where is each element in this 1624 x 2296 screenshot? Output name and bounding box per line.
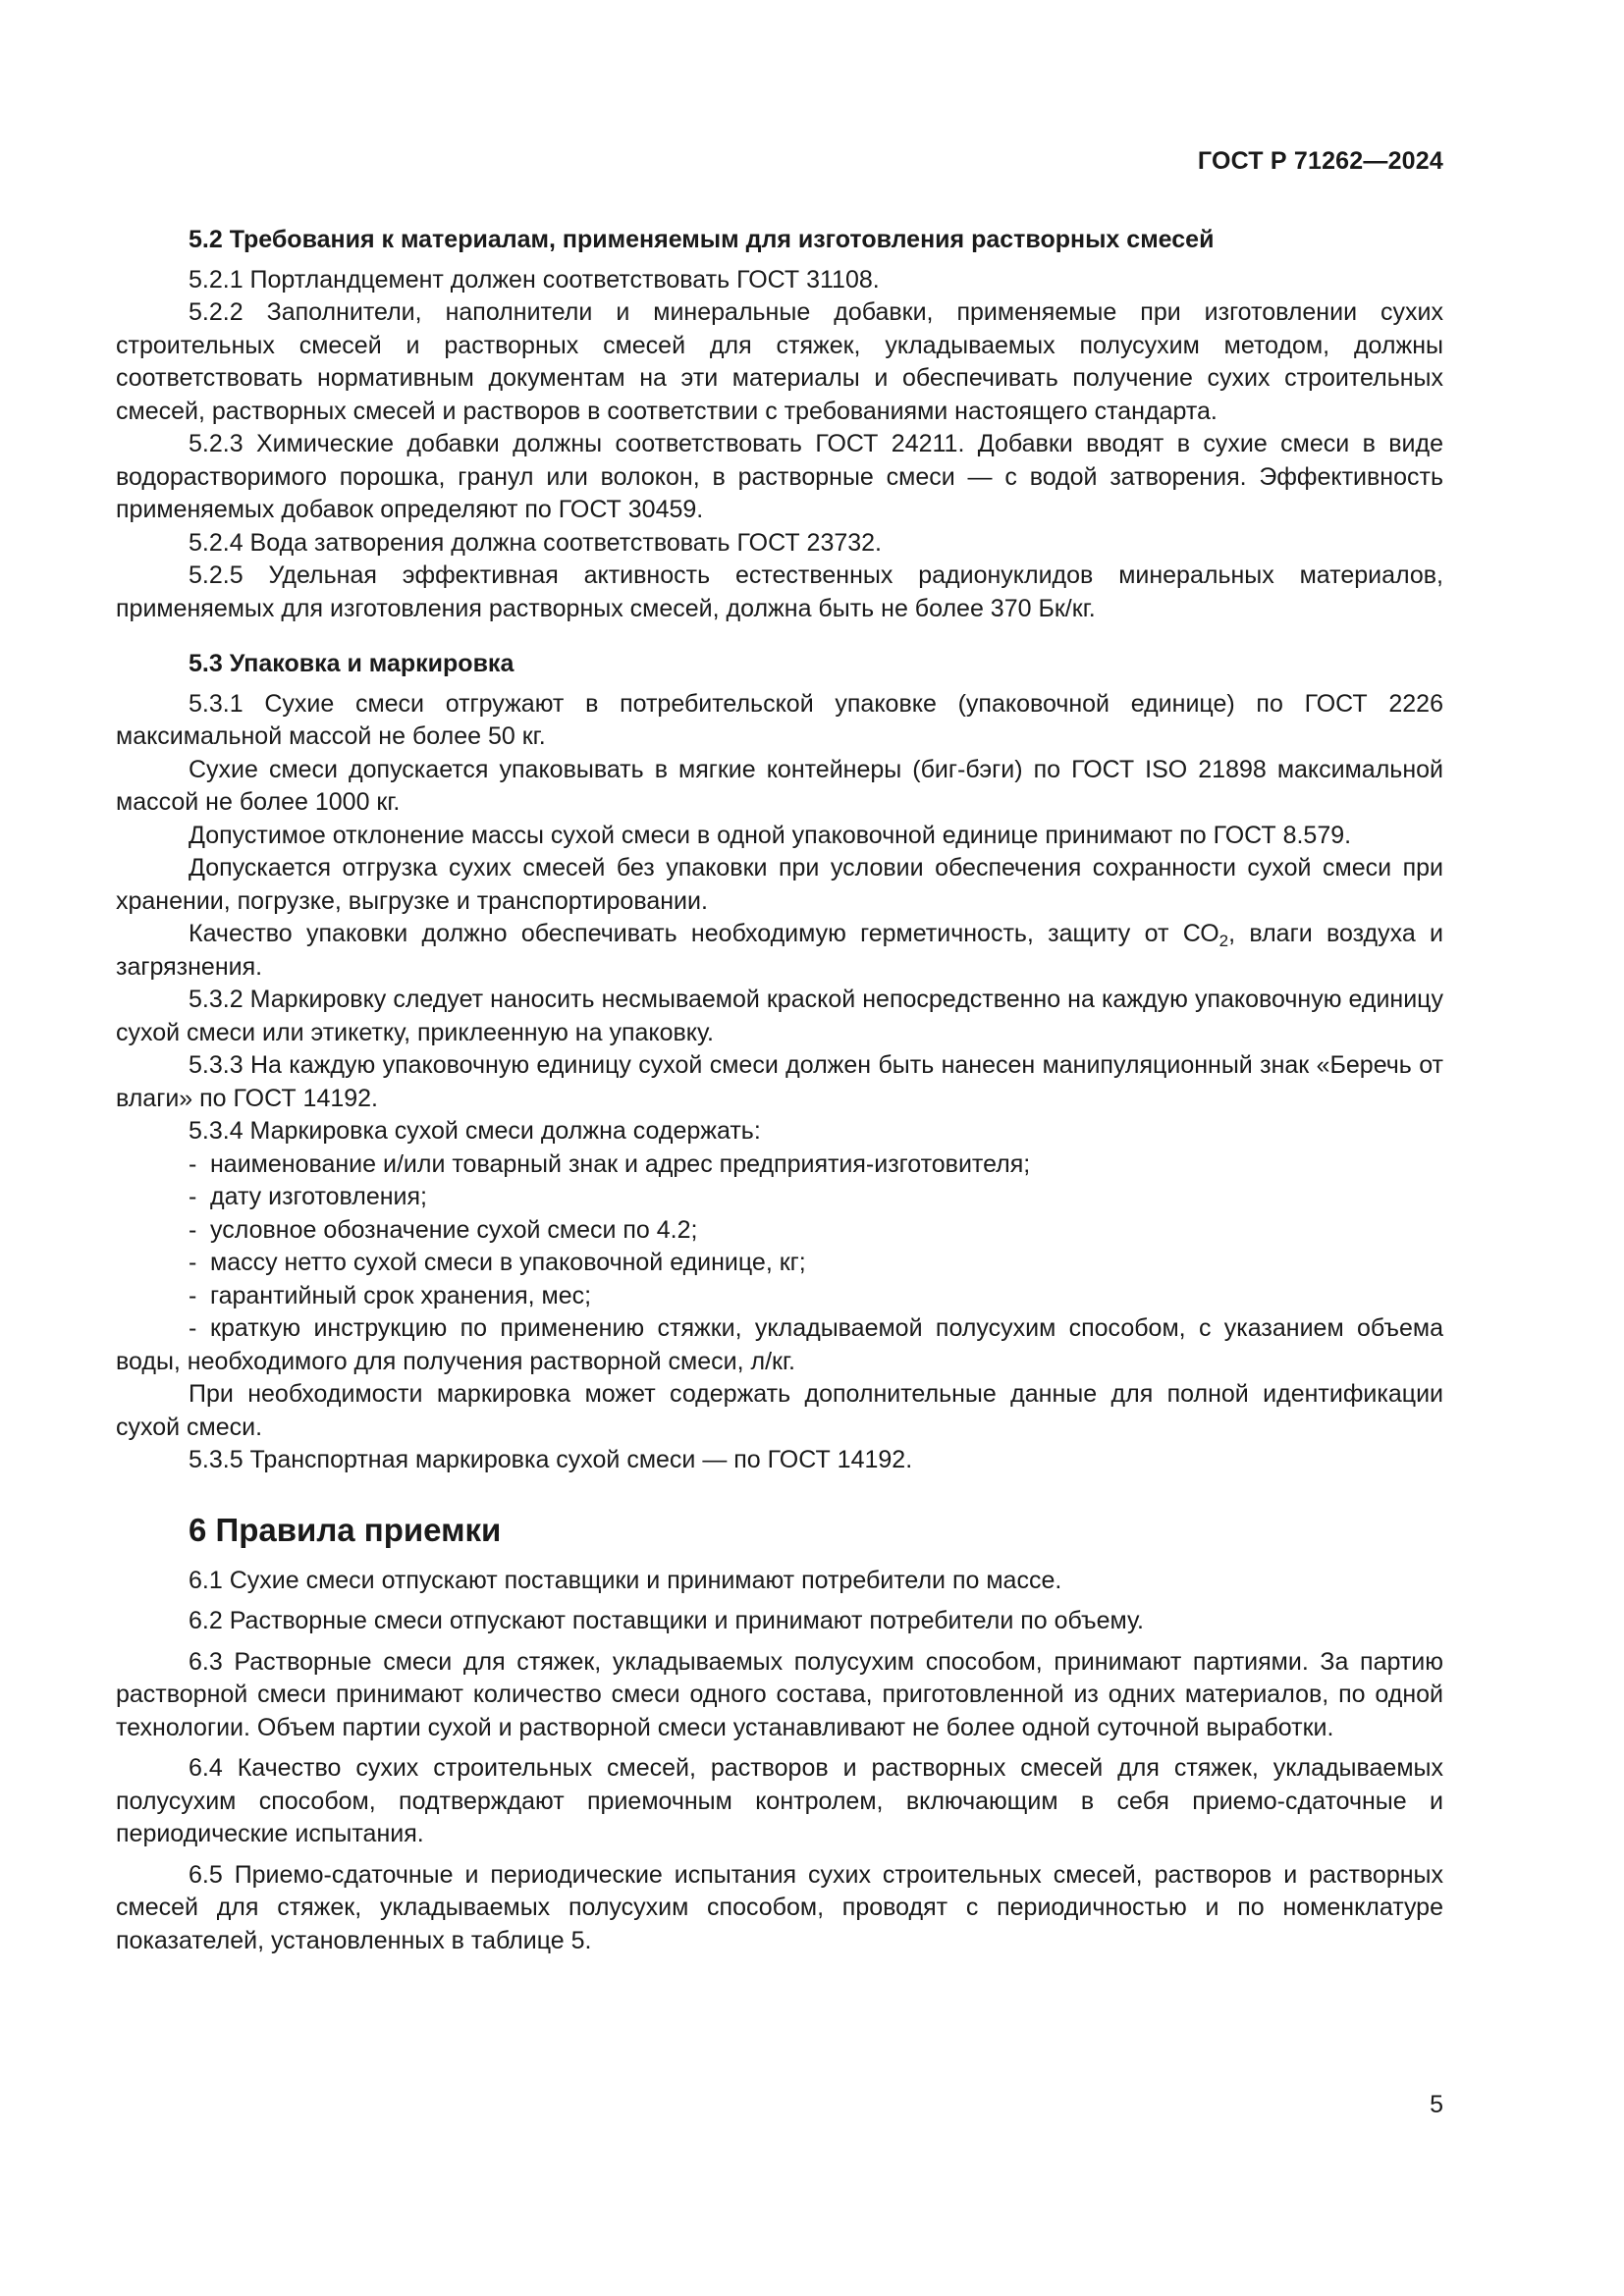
page-number: 5 <box>1430 2091 1443 2118</box>
list-dash: - <box>189 1215 197 1244</box>
paragraph-mass-deviation: Допустимое отклонение массы сухой смеси в одной упаковочной единице принимают по ГОСТ 8.579. <box>189 821 1352 849</box>
list-item <box>116 1148 1443 1182</box>
marking-requirements-list <box>116 1148 1443 1379</box>
paragraph-5-2-1: 5.2.1 Портландцемент должен соответствовать ГОСТ 31108. <box>189 265 880 294</box>
section-5-2-heading: 5.2 Требования к материалам, применяемым для изготовления растворных смесей <box>189 226 1215 253</box>
paragraph-5-2-3: 5.2.3 Химические добавки должны соответствовать ГОСТ 24211. Добавки вводят в сухие смеси в виде водорастворимого порошка, гранул или волокон, в растворные смеси — с водой затворения. Эффективность применяемых добавок определяют по ГОСТ 30459. <box>116 430 1443 523</box>
paragraph-6-1: 6.1 Сухие смеси отпускают поставщики и принимают потребители по массе. <box>189 1566 1062 1594</box>
paragraph-5-2-4: 5.2.4 Вода затворения должна соответствовать ГОСТ 23732. <box>189 528 883 557</box>
list-dash: - <box>189 1281 197 1309</box>
document-body <box>116 224 1443 1957</box>
list-item-text: дату изготовления; <box>210 1183 427 1210</box>
list-item <box>116 1312 1443 1378</box>
list-item <box>116 1247 1443 1280</box>
paragraph-packaging-quality <box>116 918 1443 984</box>
paragraph-5-3-4: 5.3.4 Маркировка сухой смеси должна содержать: <box>189 1117 761 1145</box>
list-item <box>116 1214 1443 1248</box>
paragraph-5-2-5: 5.2.5 Удельная эффективная активность естественных радионуклидов минеральных материалов, применяемых для изготовления растворных смесей, должна быть не более 370 Бк/кг. <box>116 561 1443 622</box>
section-5-3-heading: 5.3 Упаковка и маркировка <box>189 650 514 677</box>
list-item-text: массу нетто сухой смеси в упаковочной единице, кг; <box>210 1249 806 1276</box>
list-item-text: краткую инструкцию по применению стяжки, укладываемой полусухим способом, с указанием объема воды, необходимого для получения растворной смеси, л/кг. <box>116 1314 1443 1375</box>
paragraph-6-3: 6.3 Растворные смеси для стяжек, укладываемых полусухим способом, принимают партиями. За партию растворной смеси принимают количество смеси одного состава, приготовленной из одних материалов, по одной технологии. Объем партии сухой и растворной смеси устанавливают не более одной суточной выработки. <box>116 1647 1443 1741</box>
list-item-text: гарантийный срок хранения, мес; <box>210 1281 592 1309</box>
paragraph-5-3-1: 5.3.1 Сухие смеси отгружают в потребительской упаковке (упаковочной единице) по ГОСТ 2226 максимальной массой не более 50 кг. <box>116 689 1443 750</box>
list-item <box>116 1181 1443 1214</box>
paragraph-bulk-shipment: Допускается отгрузка сухих смесей без упаковки при условии обеспечения сохранности сухой смеси при хранении, погрузке, выгрузке и транспортировании. <box>116 854 1443 915</box>
section-6-heading: 6 Правила приемки <box>189 1511 502 1548</box>
paragraph-additional-data: При необходимости маркировка может содержать дополнительные данные для полной идентификации сухой смеси. <box>116 1380 1443 1441</box>
paragraph-6-4: 6.4 Качество сухих строительных смесей, растворов и растворных смесей для стяжек, укладываемых полусухим способом, подтверждают приемочным контролем, включающим в себя приемо-сдаточные и периодические испытания. <box>116 1754 1443 1847</box>
list-dash: - <box>189 1149 197 1178</box>
co2-subscript: 2 <box>1218 932 1229 950</box>
packaging-quality-text-a: Качество упаковки должно обеспечивать необходимую герметичность, защиту от СО <box>189 920 1219 947</box>
list-item-text: наименование и/или товарный знак и адрес предприятия-изготовителя; <box>210 1149 1031 1178</box>
packaging-quality-text-b: , влаги воздуха и загрязнения. <box>116 920 1443 981</box>
paragraph-6-5: 6.5 Приемо-сдаточные и периодические испытания сухих строительных смесей, растворов и растворных смесей для стяжек, укладываемых полусухим способом, проводят с периодичностью и по номенклатуре показателей, установленных в таблице 5. <box>116 1860 1443 1954</box>
list-item-text: условное обозначение сухой смеси по 4.2; <box>210 1215 698 1244</box>
paragraph-5-3-2: 5.3.2 Маркировку следует наносить несмываемой краской непосредственно на каждую упаковочную единицу сухой смеси или этикетку, приклеенную на упаковку. <box>116 986 1443 1046</box>
document-id-header: ГОСТ Р 71262—2024 <box>1197 147 1443 175</box>
paragraph-5-3-3: 5.3.3 На каждую упаковочную единицу сухой смеси должен быть нанесен манипуляционный знак «Беречь от влаги» по ГОСТ 14192. <box>116 1051 1443 1112</box>
paragraph-5-2-2: 5.2.2 Заполнители, наполнители и минеральные добавки, применяемые при изготовлении сухих строительных смесей и растворных смесей для стяжек, укладываемых полусухим методом, должны соответствовать нормативным документам на эти материалы и обеспечивать получение сухих строительных смесей, растворных смесей и растворов в соответствии с требованиями настоящего стандарта. <box>116 298 1443 425</box>
list-dash: - <box>189 1314 197 1342</box>
list-item <box>116 1280 1443 1313</box>
paragraph-big-bags: Сухие смеси допускается упаковывать в мягкие контейнеры (биг-бэги) по ГОСТ ISO 21898 максимальной массой не более 1000 кг. <box>116 755 1443 816</box>
list-dash: - <box>189 1249 197 1276</box>
list-dash: - <box>189 1183 197 1210</box>
paragraph-5-3-5: 5.3.5 Транспортная маркировка сухой смеси — по ГОСТ 14192. <box>189 1446 913 1473</box>
paragraph-6-2: 6.2 Растворные смеси отпускают поставщики и принимают потребители по объему. <box>189 1607 1144 1634</box>
